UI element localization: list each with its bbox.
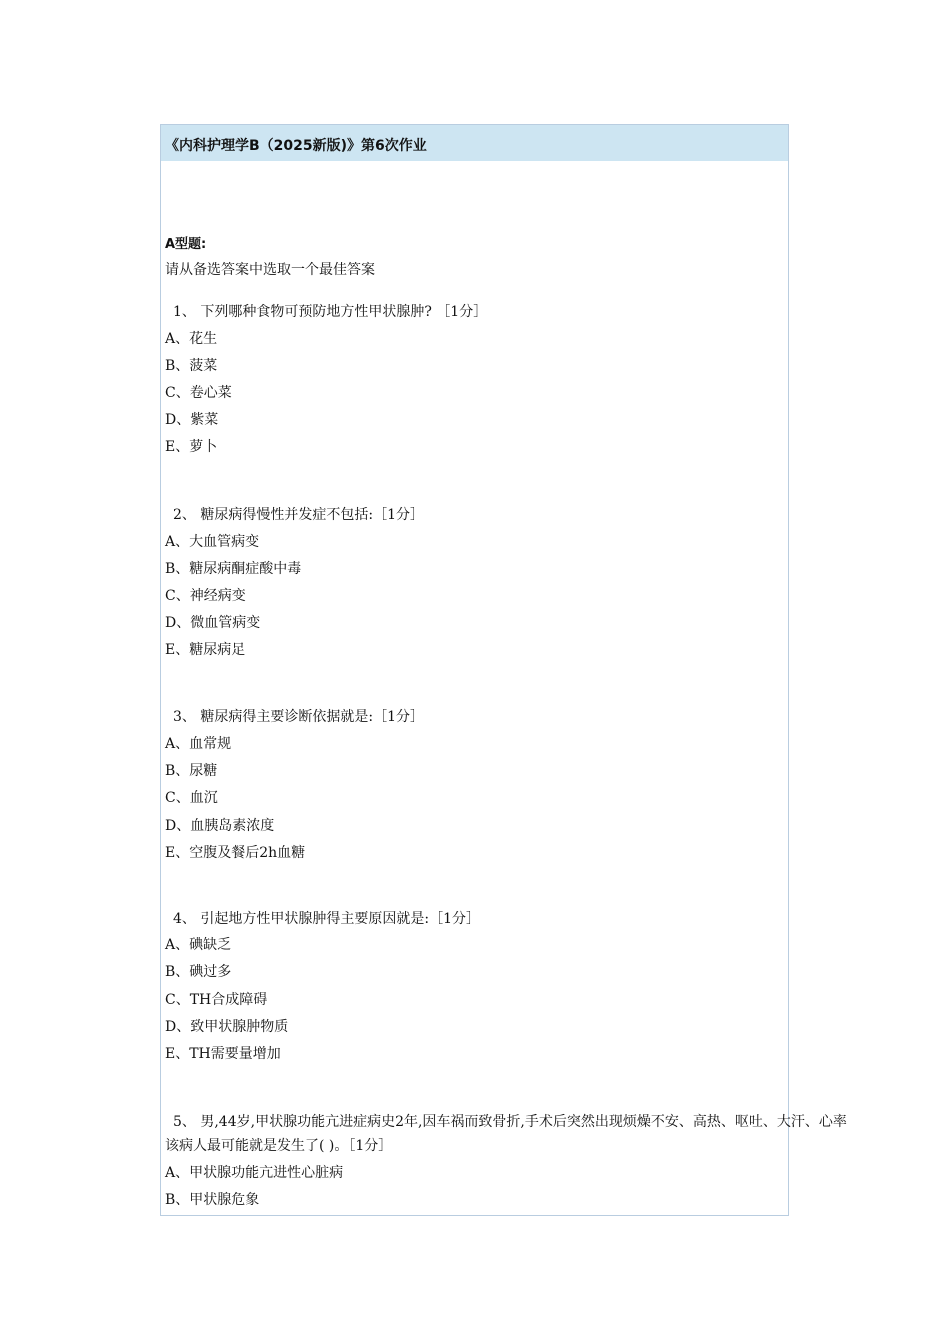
question-5-stem: 5、 男,44岁,甲状腺功能亢进症病史2年,因车祸而致骨折,手术后突然出现烦燥不安、高热、呕吐、大汗、心率 (173, 1114, 847, 1130)
question-5-option-a: A、甲状腺功能亢进性心脏病 (165, 1165, 344, 1181)
question-1-option-b: B、菠菜 (165, 358, 218, 374)
question-4-option-a: A、碘缺乏 (165, 937, 232, 953)
question-3-stem: 3、 糖尿病得主要诊断依据就是:［1分］ (173, 709, 424, 725)
question-2-option-a: A、大血管病变 (165, 534, 260, 550)
title-bar (161, 125, 788, 161)
question-2-stem: 2、 糖尿病得慢性并发症不包括:［1分］ (173, 507, 424, 523)
question-3-option-b: B、尿糖 (165, 763, 218, 779)
question-2-option-d: D、微血管病变 (165, 615, 261, 631)
question-4-option-d: D、致甲状腺肿物质 (165, 1019, 289, 1035)
question-4-option-b: B、碘过多 (165, 964, 232, 980)
page-title: 《内科护理学B（2025新版)》第6次作业 (165, 138, 427, 154)
question-2-option-c: C、神经病变 (165, 588, 246, 604)
question-3-option-c: C、血沉 (165, 790, 218, 806)
question-4-option-e: E、TH需要量增加 (165, 1046, 281, 1062)
question-1-option-c: C、卷心菜 (165, 385, 232, 401)
question-1-option-a: A、花生 (165, 331, 218, 347)
question-3-option-a: A、血常规 (165, 736, 232, 752)
question-2-option-b: B、糖尿病酮症酸中毒 (165, 561, 302, 577)
question-1-option-e: E、萝卜 (165, 439, 218, 455)
question-2-option-e: E、糖尿病足 (165, 642, 246, 658)
question-5-stem-continued: 该病人最可能就是发生了( )。［1分］ (165, 1138, 393, 1154)
question-5-option-b: B、甲状腺危象 (165, 1192, 260, 1208)
question-1-option-d: D、紫菜 (165, 412, 219, 428)
question-3-option-d: D、血胰岛素浓度 (165, 818, 275, 834)
section-heading: A型题: (165, 237, 207, 252)
question-4-option-c: C、TH合成障碍 (165, 992, 268, 1008)
assignment-panel (160, 124, 847, 1216)
instruction-text: 请从备选答案中选取一个最佳答案 (165, 262, 375, 278)
question-3-option-e: E、空腹及餐后2h血糖 (165, 845, 306, 861)
question-4-stem: 4、 引起地方性甲状腺肿得主要原因就是:［1分］ (173, 911, 480, 927)
question-1-stem: 1、 下列哪种食物可预防地方性甲状腺肿? ［1分］ (173, 304, 488, 320)
